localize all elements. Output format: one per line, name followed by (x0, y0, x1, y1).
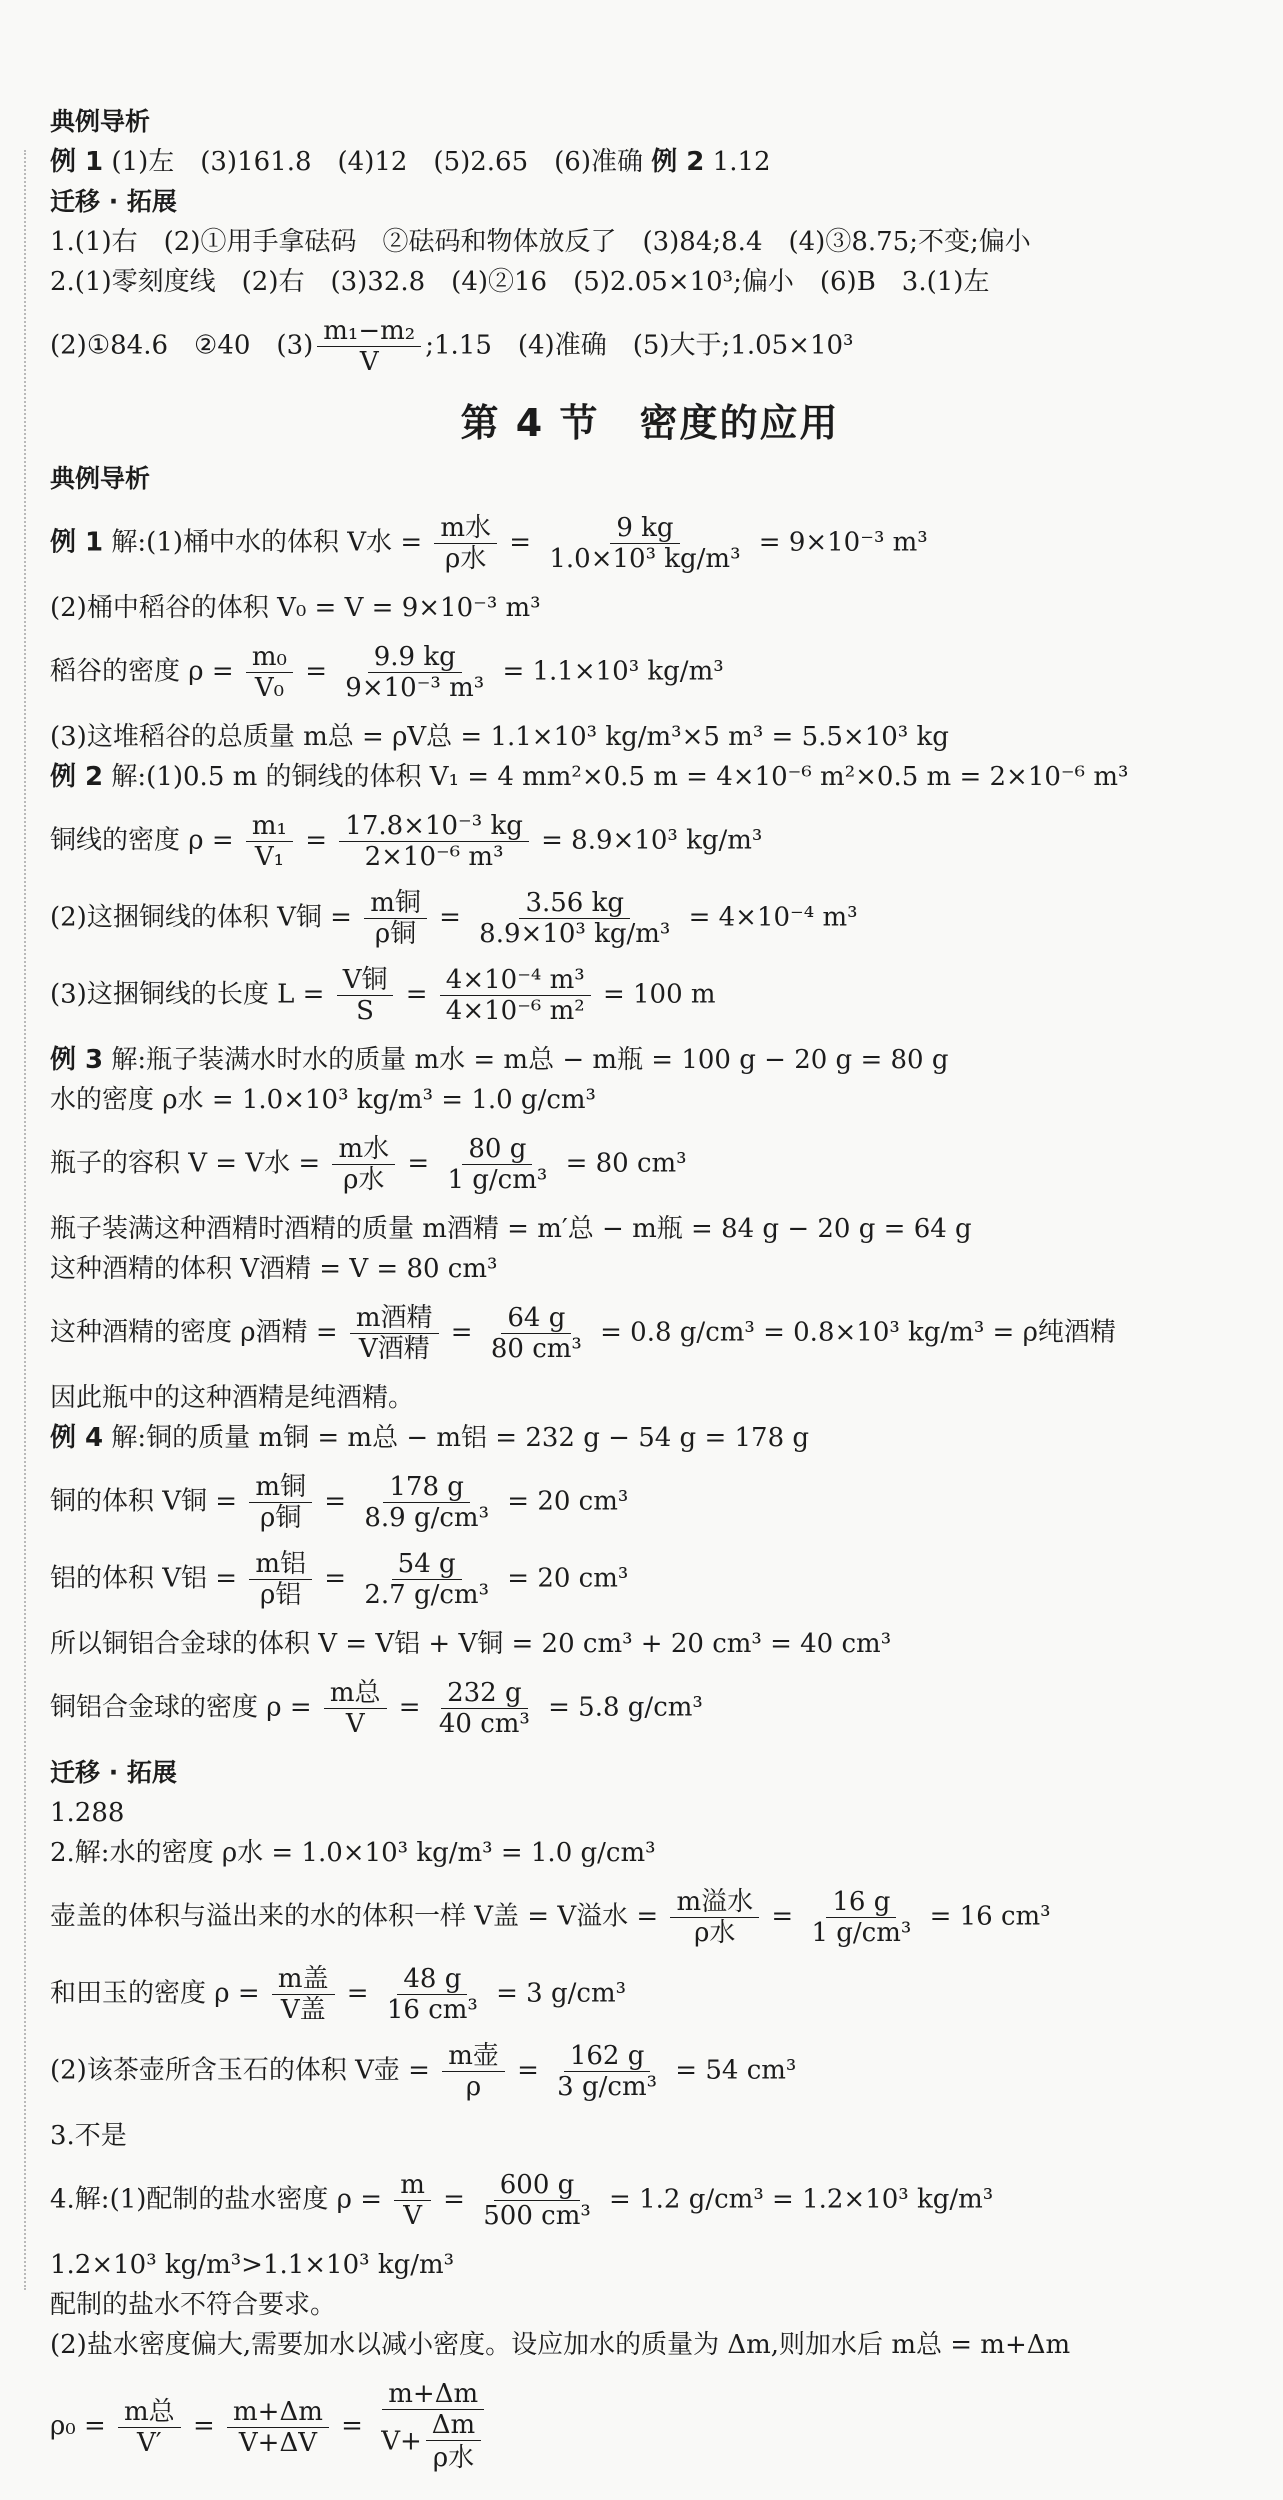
numerator: m铝 (249, 1549, 312, 1580)
fraction (246, 811, 293, 872)
fraction (442, 2041, 505, 2102)
heading-example: 典例导析 (50, 464, 151, 493)
numerator: 48 g (397, 1964, 467, 1995)
example-label: 例 3 (50, 1045, 104, 1075)
example-3-line: 这种酒精的密度 ρ酒精 = $\frac{\text{m酒精}}{\text{V酒精}}$ = $\frac{64 g}{\text{80 cm³}}$ = 0.8 g/cm³ = 0.8×10³ kg/m³ = ρ纯酒精 (50, 1303, 1116, 1364)
transfer-line: (2)盐水密度偏大,需要加水以减小密度。设应加水的质量为 Δm,则加水后 m总 = m+Δm (50, 2330, 1071, 2360)
numerator: 9.9 kg (368, 642, 462, 673)
denominator: 16 cm³ (386, 1995, 478, 2025)
text: ρ₀ = (50, 2411, 106, 2441)
numerator: m+Δm (227, 2397, 329, 2428)
denominator: 2.7 g/cm³ (364, 1580, 489, 1610)
denominator: 3 g/cm³ (557, 2072, 658, 2102)
transfer-line: 2.解:水的密度 ρ水 = 1.0×10³ kg/m³ = 1.0 g/cm³ (50, 1838, 656, 1868)
answer-text: 1.12 (712, 147, 771, 177)
text: 4.解:(1)配制的盐水密度 ρ = (50, 2184, 382, 2215)
text: 瓶子的容积 V = V水 = (50, 1148, 321, 1179)
heading-example: 典例导析 (50, 107, 151, 136)
example-3-line: 因此瓶中的这种酒精是纯酒精。 (50, 1383, 415, 1413)
text: 解:(1)0.5 m 的铜线的体积 V₁ = 4 mm²×0.5 m = 4×10⁻⁶ m²×0.5 m = 2×10⁻⁶ m³ (111, 762, 1129, 792)
numerator: 80 g (462, 1134, 532, 1165)
fraction (246, 642, 293, 703)
transfer-line: 和田玉的密度 ρ = $\frac{\text{m盖}}{\text{V盖}}$ = $\frac{48 g}{\text{16 cm³}}$ = 3 g/cm³ (50, 1964, 627, 2025)
text: 稻谷的密度 ρ = (50, 656, 234, 687)
text: 铜铝合金球的密度 ρ = (50, 1692, 312, 1723)
text: = 54 cm³ (675, 2055, 797, 2086)
example-1-line: (2)桶中稻谷的体积 V₀ = V = 9×10⁻³ m³ (50, 593, 541, 623)
numerator: 17.8×10⁻³ kg (339, 811, 529, 842)
fraction (272, 1964, 335, 2025)
example-4-line: 铜铝合金球的密度 ρ = $\frac{\text{m总}}{V}$ = $\frac{232 g}{\text{40 cm³}}$ = 5.8 g/cm³ (50, 1678, 703, 1739)
denominator: V₁ (254, 842, 285, 872)
heading-transfer: 迁移 · 拓展 (50, 1758, 177, 1787)
text: 解:(1)桶中水的体积 V水 = (111, 527, 423, 558)
fraction (426, 2410, 481, 2475)
denominator: V (359, 347, 379, 377)
answer-text: (2)①84.6 ②40 (3) (50, 330, 314, 361)
example-label: 例 1 (50, 527, 104, 558)
numerator: m水 (434, 513, 497, 544)
numerator: m₁ (246, 811, 293, 842)
transfer-line: 壶盖的体积与溢出来的水的体积一样 V盖 = V溢水 = $\frac{\text{m溢水}}{\text{ρ水}}$ = $\frac{16 g}{\text{1 g/cm³}}$ = 16 cm³ (50, 1887, 1051, 1948)
denominator (375, 2410, 491, 2475)
example-2-line (50, 759, 1250, 795)
text: 铜线的密度 ρ = (50, 825, 234, 856)
numerator: 16 g (826, 1887, 896, 1918)
numerator: 162 g (564, 2041, 651, 2072)
numerator: 4×10⁻⁴ m³ (440, 965, 591, 996)
heading-transfer: 迁移 · 拓展 (50, 187, 177, 216)
text: = 8.9×10³ kg/m³ (541, 825, 763, 856)
fraction (375, 2379, 491, 2475)
text: = 0.8 g/cm³ = 0.8×10³ kg/m³ = ρ纯酒精 (600, 1317, 1116, 1348)
fraction (339, 811, 529, 872)
answer-page (50, 100, 1250, 2491)
fraction (358, 1549, 495, 1610)
numerator: m总 (324, 1678, 387, 1709)
denominator: V酒精 (358, 1334, 430, 1364)
numerator: 232 g (441, 1678, 528, 1709)
example-label: 例 2 (651, 147, 705, 177)
fraction (118, 2397, 181, 2458)
numerator: 600 g (494, 2170, 581, 2201)
text: = 5.8 g/cm³ (548, 1692, 703, 1723)
numerator: m水 (332, 1134, 395, 1165)
denominator: 40 cm³ (438, 1709, 530, 1739)
fraction (551, 2041, 663, 2102)
denominator: ρ水 (343, 1165, 385, 1195)
numerator: V铜 (337, 965, 394, 996)
fraction (364, 888, 427, 949)
fraction (249, 1472, 312, 1533)
fraction (337, 965, 394, 1026)
numerator: m铜 (364, 888, 427, 919)
transfer-line: ρ₀ = $\frac{\text{m总}}{V'}$ = $\frac{m+\Delta m}{V+\Delta V}$ = m+Δm V+ $\frac{\Delta m}{\text{ρ水}}$ (50, 2379, 1250, 2475)
denominator: 4×10⁻⁶ m² (445, 996, 585, 1026)
numerator: m+Δm (382, 2379, 484, 2410)
denominator: 8.9 g/cm³ (364, 1503, 489, 1533)
numerator: 54 g (392, 1549, 462, 1580)
transfer-line: 1.288 (50, 1798, 125, 1828)
denominator: ρ水 (694, 1918, 736, 1948)
numerator: m₀ (246, 642, 293, 673)
example-4-line: 铜的体积 V铜 = $\frac{\text{m铜}}{\text{ρ铜}}$ = $\frac{178 g}{\text{8.9 g/cm³}}$ = 20 cm³ (50, 1472, 629, 1533)
example-4-line (50, 1420, 1250, 1456)
text: 壶盖的体积与溢出来的水的体积一样 V盖 = V溢水 = (50, 1901, 659, 1932)
fraction (434, 513, 497, 574)
example-3-line: 瓶子装满这种酒精时酒精的质量 m酒精 = m′总 − m瓶 = 84 g − 20 g = 64 g (50, 1214, 972, 1244)
numerator: 3.56 kg (519, 888, 630, 919)
fraction (227, 2397, 329, 2458)
margin-dotted-line (24, 150, 26, 2290)
denominator: V′ (137, 2427, 162, 2458)
text: (2)该茶壶所含玉石的体积 V壶 = (50, 2055, 430, 2086)
denominator: ρ水 (445, 544, 487, 574)
denominator: 500 cm³ (483, 2201, 591, 2231)
text: 铝的体积 V铝 = (50, 1563, 238, 1594)
fraction (543, 513, 746, 574)
transfer-line: 2.(1)零刻度线 (2)右 (3)32.8 (4)②16 (5)2.05×10³;偏小 (6)B 3.(1)左 (50, 267, 990, 297)
example-2-line: (3)这捆铜线的长度 L = $\frac{\text{V铜}}{S}$ = $\frac{\text{4×10⁻⁴ m³}}{\text{4×10⁻⁶ m²}}$ = 100 m (50, 965, 716, 1026)
answer-text: ;1.15 (4)准确 (5)大于;1.05×10³ (425, 330, 854, 361)
example-label: 例 1 (50, 147, 104, 177)
example-4-line: 所以铜铝合金球的体积 V = V铝 + V铜 = 20 cm³ + 20 cm³ = 40 cm³ (50, 1629, 892, 1659)
example-label: 例 4 (50, 1423, 104, 1453)
denominator: 80 cm³ (490, 1334, 582, 1364)
example-2-line: 铜线的密度 ρ = $\frac{\text{m₁}}{\text{V₁}}$ = $\frac{\text{17.8×10⁻³ kg}}{\text{2×10⁻⁶ m³}}$ = 8.9×10³ kg/m³ (50, 811, 763, 872)
denominator: ρ水 (432, 2443, 475, 2473)
numerator: m酒精 (350, 1303, 439, 1334)
transfer-line: 3.不是 (50, 2121, 127, 2151)
text: (2)这捆铜线的体积 V铜 = (50, 902, 352, 933)
transfer-line: 配制的盐水不符合要求。 (50, 2290, 337, 2320)
numerator: m盖 (272, 1964, 335, 1995)
fraction (317, 316, 421, 377)
denominator: ρ (465, 2072, 482, 2102)
fraction (249, 1549, 312, 1610)
denominator: V (345, 1709, 365, 1739)
denominator: 9×10⁻³ m³ (345, 673, 485, 703)
section-title: 第 4 节 密度的应用 (460, 401, 840, 445)
fraction (394, 2170, 431, 2231)
numerator: 178 g (383, 1472, 470, 1503)
text: 这种酒精的密度 ρ酒精 = (50, 1317, 338, 1348)
denominator: V₀ (254, 673, 285, 703)
denominator: V盖 (280, 1995, 326, 2025)
example-1-line: 稻谷的密度 ρ = $\frac{\text{m₀}}{\text{V₀}}$ = $\frac{9.9 kg}{\text{9×10⁻³ m³}}$ = 1.1×10³ kg/m³ (50, 642, 724, 703)
text: 和田玉的密度 ρ = (50, 1978, 260, 2009)
denominator: V+ΔV (238, 2427, 318, 2458)
text: = 100 m (602, 979, 716, 1010)
fraction (441, 1134, 553, 1195)
example-3-line (50, 1042, 1250, 1078)
fraction (339, 642, 490, 703)
example-3-line: 瓶子的容积 V = V水 = $\frac{\text{m水}}{\text{ρ水}}$ = $\frac{80 g}{\text{1 g/cm³}}$ = 80 cm³ (50, 1134, 687, 1195)
text: = 3 g/cm³ (496, 1978, 627, 2009)
fraction (324, 1678, 387, 1739)
text: 解:瓶子装满水时水的质量 m水 = m总 − m瓶 = 100 g − 20 g = 80 g (111, 1045, 949, 1075)
denominator: ρ铜 (260, 1503, 302, 1533)
text: = 4×10⁻⁴ m³ (688, 902, 858, 933)
fraction (350, 1303, 439, 1364)
example-2-line: (2)这捆铜线的体积 V铜 = $\frac{\text{m铜}}{\text{ρ铜}}$ = $\frac{3.56 kg}{\text{8.9×10³ kg/m³}}$ = 4×10⁻⁴ m³ (50, 888, 858, 949)
numerator: m (394, 2170, 431, 2201)
denominator: 2×10⁻⁶ m³ (364, 842, 504, 872)
numerator: 9 kg (610, 513, 679, 544)
denominator: ρ铜 (374, 919, 417, 949)
example-4-line: 铝的体积 V铝 = $\frac{\text{m铝}}{\text{ρ铝}}$ = $\frac{54 g}{\text{2.7 g/cm³}}$ = 20 cm³ (50, 1549, 629, 1610)
text: = (509, 527, 532, 558)
denominator: 1.0×10³ kg/m³ (549, 544, 741, 574)
denominator: ρ铝 (260, 1580, 302, 1610)
fraction (670, 1887, 759, 1948)
transfer-line: 1.(1)右 (2)①用手拿砝码 ②砝码和物体放反了 (3)84;8.4 (4)③8.75;不变;偏小 (50, 227, 1031, 257)
fraction (485, 1303, 588, 1364)
denominator: 1 g/cm³ (811, 1918, 912, 1948)
example-1-answers (50, 144, 1250, 180)
text: 铜的体积 V铜 = (50, 1486, 238, 1517)
transfer-line: 1.2×10³ kg/m³>1.1×10³ kg/m³ (50, 2250, 455, 2280)
numerator: m总 (118, 2397, 181, 2428)
example-3-line: 这种酒精的体积 V酒精 = V = 80 cm³ (50, 1254, 498, 1284)
denominator: S (356, 996, 374, 1026)
example-label: 例 2 (50, 762, 104, 792)
numerator: m溢水 (670, 1887, 759, 1918)
example-1-line: (3)这堆稻谷的总质量 m总 = ρV总 = 1.1×10³ kg/m³×5 m³ = 5.5×10³ kg (50, 722, 949, 752)
text: 解:铜的质量 m铜 = m总 − m铝 = 232 g − 54 g = 178 g (111, 1423, 810, 1453)
example-1-line (50, 513, 1250, 574)
fraction (805, 1887, 917, 1948)
denominator: 8.9×10³ kg/m³ (479, 919, 671, 949)
text: (3)这捆铜线的长度 L = (50, 979, 325, 1010)
example-3-line: 水的密度 ρ水 = 1.0×10³ kg/m³ = 1.0 g/cm³ (50, 1085, 596, 1115)
numerator: m₁−m₂ (317, 316, 421, 347)
transfer-line (50, 316, 1250, 377)
text: = 16 cm³ (929, 1901, 1051, 1932)
fraction (440, 965, 591, 1026)
denominator: 1 g/cm³ (447, 1165, 548, 1195)
text: = 20 cm³ (507, 1563, 629, 1594)
text: = 1.2 g/cm³ = 1.2×10³ kg/m³ (609, 2184, 994, 2215)
fraction (477, 2170, 597, 2231)
numerator: m铜 (249, 1472, 312, 1503)
fraction (332, 1134, 395, 1195)
transfer-line: 4.解:(1)配制的盐水密度 ρ = $\frac{m}{V}$ = $\frac{600 g}{\text{500 cm³}}$ = 1.2 g/cm³ = 1.2×10³ kg/m³ (50, 2170, 994, 2231)
denominator: V (403, 2201, 422, 2231)
numerator: 64 g (501, 1303, 571, 1334)
text: = 80 cm³ (565, 1148, 687, 1179)
text: = 9×10⁻³ m³ (758, 527, 928, 558)
text: V+ (381, 2426, 422, 2457)
numerator: Δm (426, 2410, 481, 2441)
fraction (473, 888, 676, 949)
transfer-line: (2)该茶壶所含玉石的体积 V壶 = $\frac{\text{m壶}}{\rho}$ = $\frac{162 g}{\text{3 g/cm³}}$ = 54 cm³ (50, 2041, 797, 2102)
fraction (433, 1678, 536, 1739)
fraction (381, 1964, 484, 2025)
text: = 20 cm³ (507, 1486, 629, 1517)
text: = 1.1×10³ kg/m³ (502, 656, 724, 687)
answer-text: (1)左 (3)161.8 (4)12 (5)2.65 (6)准确 (111, 147, 643, 177)
numerator: m壶 (442, 2041, 505, 2072)
fraction (358, 1472, 495, 1533)
